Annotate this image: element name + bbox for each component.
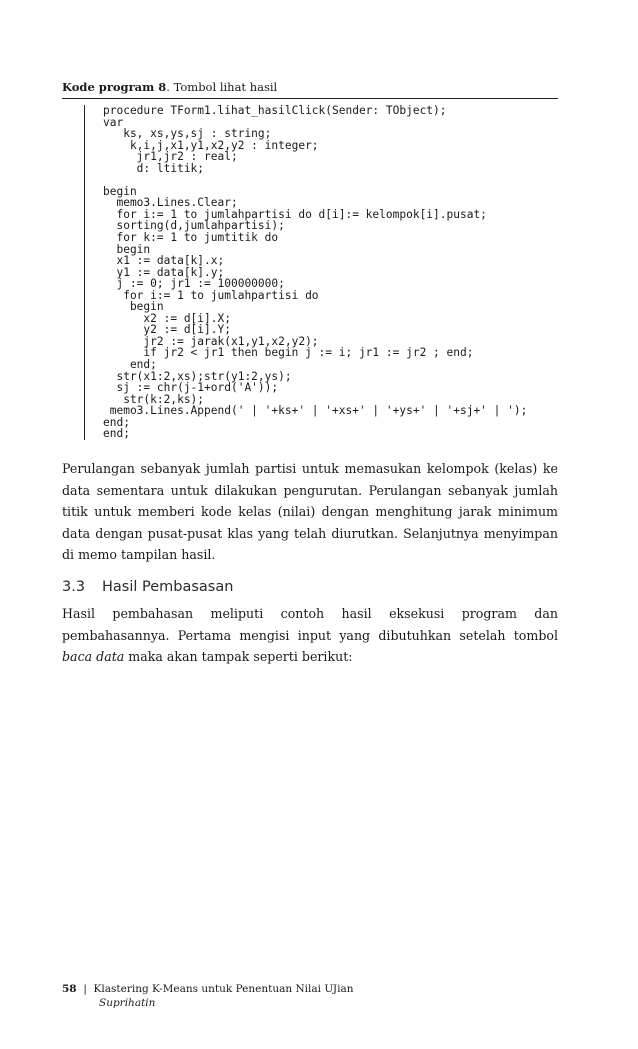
code-caption bbox=[62, 80, 277, 94]
code-line: x1 := data[k].x; bbox=[103, 254, 225, 268]
code-line: sorting(d,jumlahpartisi); bbox=[103, 219, 285, 233]
code-line: for i:= 1 to jumlahpartisi do d[i]:= kelompok[i].pusat; bbox=[103, 207, 487, 221]
footer-separator: | bbox=[83, 983, 87, 995]
caption-rule bbox=[62, 98, 558, 99]
code-line: var bbox=[103, 115, 124, 129]
code-line: begin bbox=[103, 300, 164, 314]
code-line: ks, xs,ys,sj : string; bbox=[103, 127, 272, 141]
code-line: for k:= 1 to jumtitik do bbox=[103, 231, 279, 245]
code-listing bbox=[84, 105, 573, 440]
code-line: begin bbox=[103, 242, 151, 256]
code-line: end; bbox=[103, 415, 130, 429]
caption-text: . Tombol lihat hasil bbox=[166, 80, 278, 94]
paragraph-results-italic: baca data bbox=[62, 649, 125, 665]
code-line: jr1,jr2 : real; bbox=[103, 150, 238, 164]
code-line bbox=[103, 174, 573, 186]
code-line: y1 := data[k].y; bbox=[103, 265, 225, 279]
code-line: k,i,j,x1,y1,x2,y2 : integer; bbox=[103, 138, 319, 152]
section-title: Hasil Pembasasan bbox=[102, 579, 234, 595]
page-number: 58 bbox=[62, 983, 77, 995]
footer-author: Suprihatin bbox=[99, 997, 156, 1009]
caption-label: Kode program 8 bbox=[62, 80, 167, 94]
code-line: begin bbox=[103, 184, 137, 198]
code-line: end; bbox=[103, 427, 130, 441]
code-line: jr2 := jarak(x1,y1,x2,y2); bbox=[103, 334, 319, 348]
section-number: 3.3 bbox=[62, 579, 86, 595]
code-line: memo3.Lines.Append(' | '+ks+' | '+xs+' | '+ys+' | '+sj+' | '); bbox=[103, 404, 528, 418]
code-line: x2 := d[i].X; bbox=[103, 311, 231, 325]
code-line: procedure TForm1.lihat_hasilClick(Sender: TObject); bbox=[103, 104, 447, 117]
code-line: str(x1:2,xs);str(y1:2,ys); bbox=[103, 369, 292, 383]
page-footer bbox=[62, 982, 354, 1009]
code-line: sj := chr(j-1+ord('A')); bbox=[103, 381, 279, 395]
code-line: y2 := d[i].Y; bbox=[103, 323, 231, 337]
code-line: for i:= 1 to jumlahpartisi do bbox=[103, 288, 319, 302]
code-line: memo3.Lines.Clear; bbox=[103, 196, 238, 210]
paragraph-results-text-2: maka akan tampak seperti berikut: bbox=[124, 649, 353, 665]
code-line: j := 0; jr1 := 100000000; bbox=[103, 277, 285, 291]
section-heading bbox=[62, 579, 233, 595]
paragraph-results-text-1: Hasil pembahasan meliputi contoh hasil eksekusi program dan pembahasannya. Pertama mengisi input yang dibutuhkan setelah tombol bbox=[62, 606, 558, 643]
paragraph-results bbox=[62, 603, 558, 668]
code-line: if jr2 < jr1 then begin j := i; jr1 := jr2 ; end; bbox=[103, 346, 474, 360]
code-line: str(k:2,ks); bbox=[103, 392, 205, 406]
paragraph-explanation: Perulangan sebanyak jumlah partisi untuk memasukan kelompok (kelas) ke data sementara untuk dilakukan pengurutan. Perulangan sebanyak jumlah titik untuk memberi kode kelas (nilai) dengan menghitung jarak minimum data dengan pusat-pusat klas yang telah diurutkan. Selanjutnya menyimpan di memo tampilan hasil. bbox=[62, 461, 558, 563]
code-line: d: ltitik; bbox=[103, 161, 205, 175]
code-line: end; bbox=[103, 358, 157, 372]
footer-book-title: Klastering K-Means untuk Penentuan Nilai UJian bbox=[93, 983, 354, 995]
